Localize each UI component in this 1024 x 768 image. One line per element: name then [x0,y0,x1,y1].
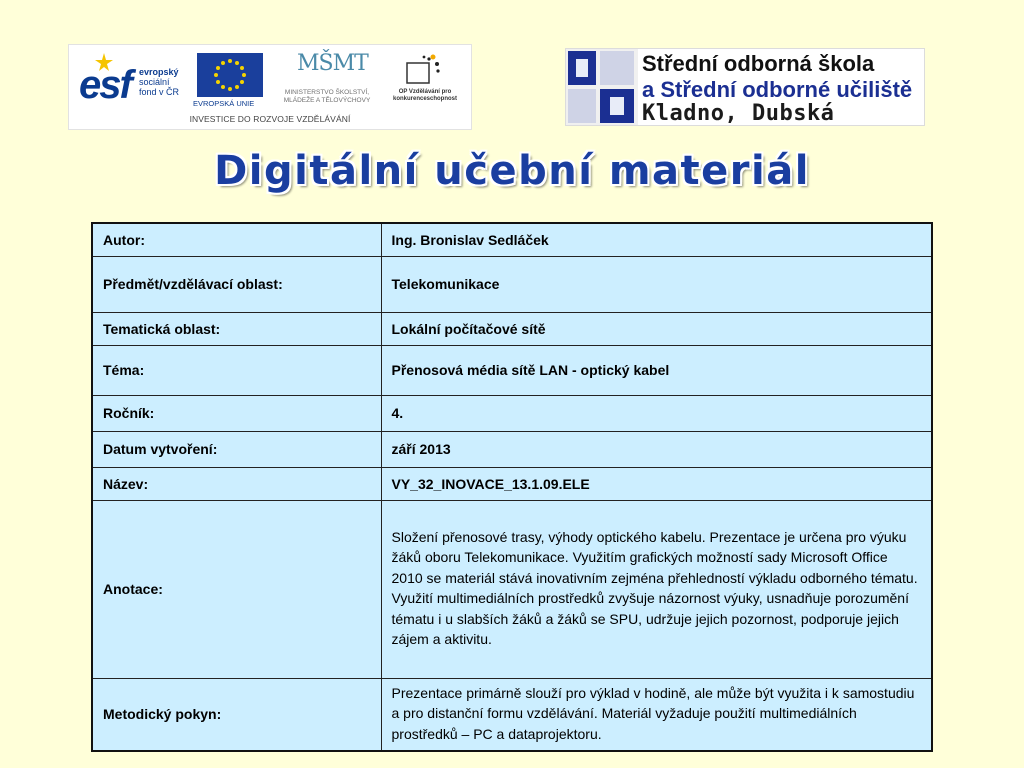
table-row [92,223,932,256]
esf-caption: evropský sociální fond v ČR [139,67,180,97]
row-label: Předmět/vzdělávací oblast: [92,256,381,312]
page-title: Digitální učební materiál [214,148,810,194]
row-label: Ročník: [92,395,381,431]
school-name-line2: a Střední odborné učiliště [642,77,913,102]
row-value: 4. [381,395,932,431]
table-row [92,345,932,395]
row-value: Telekomunikace [381,256,932,312]
row-value: Složení přenosové trasy, výhody optického kabelu. Prezentace je určena pro výuku žáků oboru Telekomunikace. Využitím grafických možností sady Microsoft Office 2010 se materiál stává inovativním zejména přehledností výkladu odborného tématu. Využití multimediálních prostředků zvyšuje názornost výuky, usnadňuje porozumění tématu i u slabších žáků a žáků se SPU, udržuje jejich pozornost, podporuje jejich zájem a aktivitu. [381,500,932,678]
row-value: Ing. Bronislav Sedláček [381,223,932,256]
row-value: Lokální počítačové sítě [381,312,932,345]
esf-logo [79,51,189,107]
school-logo [565,48,925,126]
table-row [92,395,932,431]
row-label: Anotace: [92,500,381,678]
msmt-logo: MŠMT [297,51,368,76]
row-label: Autor: [92,223,381,256]
school-name-line1: Střední odborná škola [642,51,875,76]
row-value: září 2013 [381,431,932,467]
op-dots-icon [403,53,443,87]
school-location: Kladno, Dubská [642,101,835,126]
table-row [92,312,932,345]
investice-caption: INVESTICE DO ROZVOJE VZDĚLÁVÁNÍ [189,114,351,124]
table-row [92,678,932,751]
row-label: Datum vytvoření: [92,431,381,467]
esf-wordmark: esf [79,63,131,107]
school-emblem-icon [566,49,638,125]
row-label: Téma: [92,345,381,395]
table-row [92,467,932,500]
table-row [92,256,932,312]
row-value: Přenosová média sítě LAN - optický kabel [381,345,932,395]
table-row [92,431,932,467]
row-label: Tematická oblast: [92,312,381,345]
eu-label: EVROPSKÁ UNIE [193,99,255,108]
msmt-label: MINISTERSTVO ŠKOLSTVÍ, MLÁDEŽE A TĚLOVÝCHOVY [283,89,371,104]
row-label: Metodický pokyn: [92,678,381,751]
op-logo [403,53,443,87]
row-value: Prezentace primárně slouží pro výklad v hodině, ale může být využita i k samostudiu a pro distanční formu vzdělávání. Materiál vyžaduje použití multimediálních prostředků – PC a dataprojektoru. [381,678,932,751]
material-info-table [91,222,933,752]
table-row [92,500,932,678]
row-value: VY_32_INOVACE_13.1.09.ELE [381,467,932,500]
eu-stars-icon [197,53,263,97]
eu-flag [197,53,263,97]
funding-logos [68,44,472,130]
row-label: Název: [92,467,381,500]
op-label: OP Vzdělávání pro konkurenceschopnost [392,89,457,102]
